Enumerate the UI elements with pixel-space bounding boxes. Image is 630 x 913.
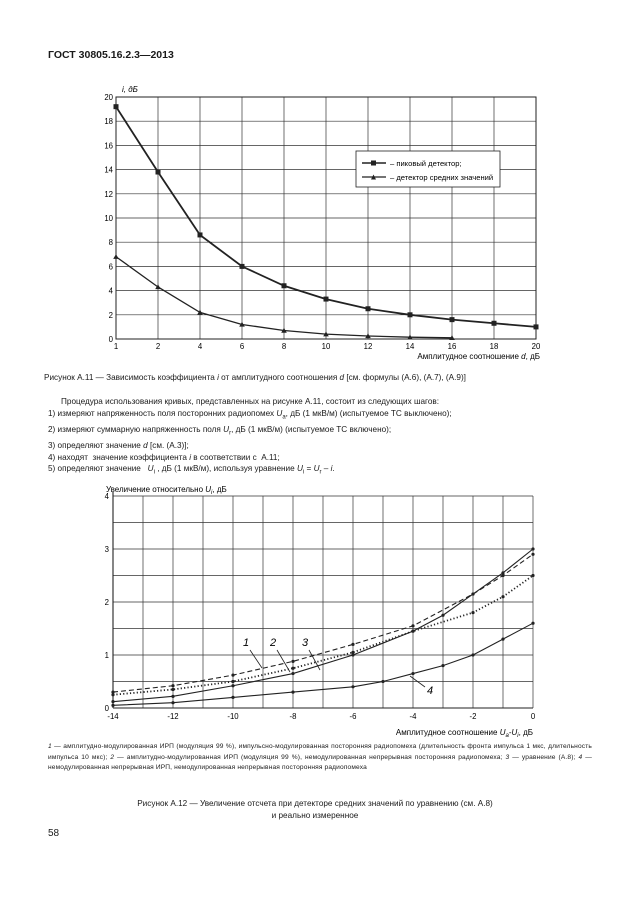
chart2-point xyxy=(171,688,174,691)
chart1-y-axis-label: i, дБ xyxy=(122,85,138,94)
chart2-point xyxy=(531,547,534,550)
chart1-x-tick: 4 xyxy=(197,342,203,351)
procedure-intro: Процедура использования кривых, представленных на рисунке А.11, состоит из следующих шагов: xyxy=(61,397,440,406)
chart1-point-square xyxy=(156,170,161,175)
chart2-x-tick: -4 xyxy=(409,712,417,721)
chart1-x-tick: 1 xyxy=(113,342,119,351)
figure-a12-note: 1 — амплитудно-модулированная ИРП (модуляция 99 %), импульсно-модулированная посторонняя радиопомеха (длительность фронта импульса 1 мкс, длительность импульса 10 мкс); 2 — амплитудно-модулированная ИРП (модуляция 99 %), немодулированная непрерывная посторонняя радиопомеха; 3 — уравнение (А.8); 4 — немодулированная непрерывная ИРП, немодулированная непрерывная посторонняя радиопомеха xyxy=(48,743,592,772)
chart2-curve-label: 3 xyxy=(302,637,309,649)
figure-a12-caption xyxy=(60,798,570,821)
procedure-text xyxy=(48,396,608,479)
procedure-step-5: 5) определяют значение $U_i$ , дБ (1 мкВ/м), используя уравнение $U_i = U_r - i$. xyxy=(48,464,335,476)
chart2-curve-label: 2 xyxy=(270,637,277,649)
figure-a12-caption-line1: Рисунок А.12 — Увеличение отсчета при детекторе средних значений по уравнению (см. А.8) xyxy=(137,799,493,808)
chart2-point xyxy=(291,672,294,675)
chart1-point-square xyxy=(114,104,119,109)
chart2-point xyxy=(411,672,414,675)
chart2-point xyxy=(291,660,294,663)
chart2-x-tick: -14 xyxy=(107,712,119,721)
figure-a11-chart xyxy=(0,0,630,370)
chart2-point xyxy=(471,592,474,595)
chart1-y-tick: 8 xyxy=(108,238,113,248)
chart1-x-tick: 20 xyxy=(531,342,541,351)
chart1-y-tick: 4 xyxy=(108,286,113,296)
chart1-x-axis-label: Амплитудное соотношение d, дБ xyxy=(417,352,540,361)
chart2-point xyxy=(351,643,354,646)
chart2-point xyxy=(351,651,354,654)
chart2-point xyxy=(531,574,534,577)
chart1-x-tick: 16 xyxy=(447,342,457,351)
chart1-y-tick: 12 xyxy=(104,189,113,199)
chart2-point xyxy=(231,674,234,677)
chart1-point-square xyxy=(534,324,539,329)
figure-a12-chart xyxy=(0,470,630,740)
chart2-curve-label: 1 xyxy=(243,637,250,649)
chart2-point xyxy=(381,680,384,683)
chart2-point xyxy=(231,680,234,683)
procedure-step-3: 3) определяют значение d [см. (А.3)]; xyxy=(48,441,189,451)
chart1-point-square xyxy=(282,283,287,288)
chart2-point xyxy=(471,611,474,614)
chart1-point-square xyxy=(450,317,455,322)
chart1-x-tick: 12 xyxy=(363,342,373,351)
chart2-y-tick: 4 xyxy=(104,492,109,501)
chart2-point xyxy=(531,553,534,556)
legend-average-detector: – детектор средних значений xyxy=(390,173,494,182)
chart2-y-tick: 1 xyxy=(104,651,109,660)
chart2-point xyxy=(111,700,114,703)
chart2-point xyxy=(531,622,534,625)
chart2-point xyxy=(501,638,504,641)
chart2-point xyxy=(111,693,114,696)
procedure-step-2: 2) измеряют суммарную напряженность поля $U_r$, дБ (1 мкВ/м) (испытуемое ТС включено); xyxy=(48,424,392,437)
chart2-point xyxy=(111,704,114,707)
chart2-x-tick: -6 xyxy=(349,712,357,721)
chart2-point xyxy=(291,691,294,694)
chart2-y-axis-label: Увеличение относительно $U_i$, дБ xyxy=(106,485,227,496)
chart1-axes xyxy=(104,93,541,351)
chart1-y-tick: 16 xyxy=(104,141,113,151)
chart1-point-square xyxy=(408,312,413,317)
chart2-x-tick: -8 xyxy=(289,712,297,721)
chart1-legend xyxy=(356,151,500,187)
chart1-y-tick: 6 xyxy=(108,262,113,272)
figure-a11-caption: Рисунок А.11 — Зависимость коэффициента i от амплитудного соотношения d [см. формулы (А.6), (А.7), (А.9)] xyxy=(44,373,466,382)
chart2-y-tick: 2 xyxy=(104,598,109,607)
chart2-x-axis-label: Амплитудное соотношение $U_a-U_i$, дБ xyxy=(395,728,533,739)
chart2-x-tick: -2 xyxy=(469,712,477,721)
chart2-point xyxy=(411,630,414,633)
chart2-curve-label: 4 xyxy=(427,685,434,697)
chart1-point-square xyxy=(366,306,371,311)
chart1-x-tick: 8 xyxy=(281,342,287,351)
chart2-point xyxy=(171,701,174,704)
chart2-point xyxy=(441,614,444,617)
chart2-point xyxy=(231,684,234,687)
chart2-point xyxy=(171,695,174,698)
chart2-callout-line xyxy=(277,650,290,672)
chart1-point-square xyxy=(240,264,245,269)
chart2-grid xyxy=(113,496,533,708)
chart2-point xyxy=(501,571,504,574)
chart2-point xyxy=(411,624,414,627)
chart1-x-tick: 14 xyxy=(405,342,415,351)
chart1-x-tick: 2 xyxy=(155,342,161,351)
chart1-y-tick: 14 xyxy=(104,165,113,175)
procedure-step-1: 1) измеряют напряженность поля посторонних радиопомех $U_a$, дБ (1 мкВ/м) (испытуемое ТС выключено); xyxy=(48,408,452,421)
chart1-point-square xyxy=(198,232,203,237)
chart2-point xyxy=(351,685,354,688)
procedure-step-4: 4) находят значение коэффициента i в соответствии с А.11; xyxy=(48,452,280,462)
chart2-x-tick: -10 xyxy=(227,712,239,721)
chart1-y-tick: 10 xyxy=(104,214,113,223)
chart2-callout-line xyxy=(250,650,262,668)
chart2-point xyxy=(231,696,234,699)
chart2-point xyxy=(471,653,474,656)
chart1-y-tick: 18 xyxy=(104,117,113,127)
chart1-x-tick: 18 xyxy=(489,342,499,351)
chart2-point xyxy=(441,664,444,667)
chart1-y-tick: 2 xyxy=(108,310,113,320)
legend-peak-detector: – пиковый детектор; xyxy=(390,159,462,168)
chart1-grid xyxy=(116,97,536,339)
page-number: 58 xyxy=(48,828,60,839)
chart1-point-triangle xyxy=(113,254,119,259)
chart2-y-tick: 3 xyxy=(104,545,109,554)
chart1-point-square xyxy=(492,321,497,326)
document-header: ГОСТ 30805.16.2.3—2013 xyxy=(48,49,174,61)
chart2-point xyxy=(171,684,174,687)
chart2-point xyxy=(291,667,294,670)
chart1-x-tick: 10 xyxy=(321,342,331,351)
chart1-y-tick: 20 xyxy=(104,93,113,102)
chart2-x-tick: 0 xyxy=(530,712,536,721)
chart2-y-tick: 0 xyxy=(104,704,109,713)
chart1-y-tick: 0 xyxy=(108,335,113,344)
chart2-x-tick: -12 xyxy=(167,712,179,721)
chart1-x-tick: 6 xyxy=(239,342,245,351)
chart2-point xyxy=(501,595,504,598)
chart1-point-square xyxy=(324,297,329,302)
figure-a12-caption-line2: и реально измеренное xyxy=(271,810,359,820)
